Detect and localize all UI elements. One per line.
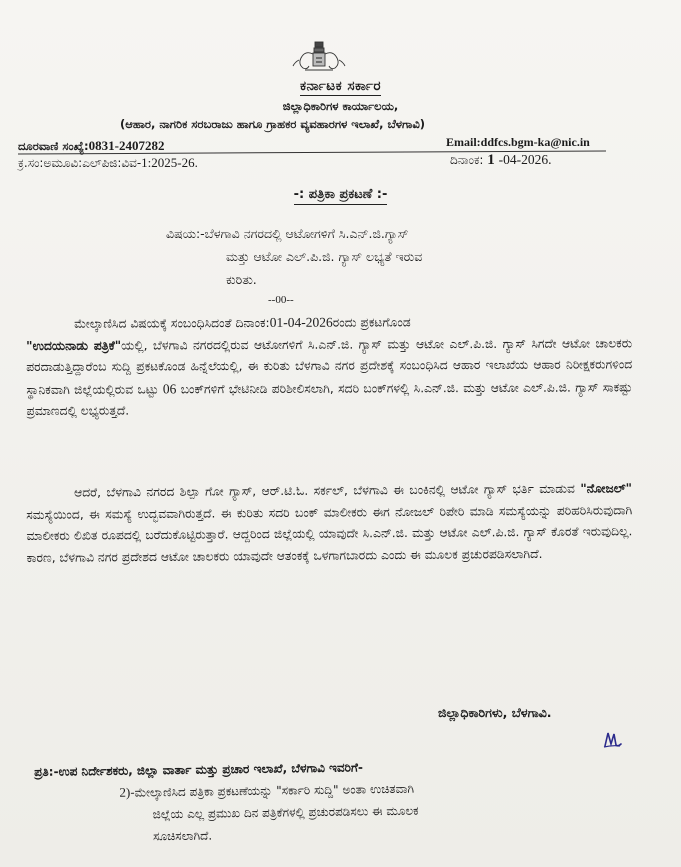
office-name: ಜಿಲ್ಲಾಧಿಕಾರಿಗಳ ಕಾರ್ಯಾಲಯ,	[282, 99, 399, 113]
reference-number: ಕ್ರ.ಸಂ:ಅಮೂವಿ:ಎಲ್‌ಪಿಜಿ:ವಿವ-1:2025-26.	[18, 155, 198, 170]
newspaper-name: "ಉದಯನಾಡು ಪತ್ರಿಕೆ"	[26, 338, 122, 353]
phone-number: 0831-2407282	[88, 138, 165, 153]
handwritten-initials-icon	[601, 730, 623, 750]
government-name: ಕರ್ನಾಟಕ ಸರ್ಕಾರ	[299, 78, 382, 94]
copy-recipient: ಉಪ ನಿರ್ದೇಶಕರು, ಜಿಲ್ಲಾ ವಾರ್ತಾ ಮತ್ತು ಪ್ರಚಾರ ಇಲಾಖೆ, ಬೆಳಗಾವಿ ಇವರಿಗೆ-	[58, 760, 364, 779]
nozzle-term: "ನೋಜಲ್"	[580, 481, 633, 496]
copy-instruction: 2)-ಮೇಲ್ಕಾಣಿಸಿದ ಪತ್ರಿಕಾ ಪ್ರಕಟಣೆಯನ್ನು "ಸರ್ಕಾರಿ ಸುದ್ದಿ" ಅಂತಾ ಉಚಿತವಾಗಿ	[119, 781, 415, 800]
email-address: Email:ddfcs.bgm-ka@nic.in	[446, 135, 590, 149]
body-paragraph-2: ಆದರೆ, ಬೆಳಗಾವಿ ನಗರದ ಶಿಲ್ಪಾ ಗೋ ಗ್ಯಾಸ್, ಆರ್.ಟಿ.ಓ. ಸರ್ಕಲ್, ಬೆಳಗಾವಿ ಈ ಬಂಕಿನಲ್ಲಿ ಆಟೋ ಗ್ಯಾಸ್ ಭರ್ತಿ ಮಾಡುವ "ನೋಜಲ್" ಸಮಸ್ಯೆಯಿಂದ, ಈ ಸಮಸ್ಯೆ ಉದ್ಭವವಾಗಿರುತ್ತದೆ. ಈ ಕುರಿತು ಸದರಿ ಬಂಕ್ ಮಾಲೀಕರು ಈಗ ನೋಜಲ್ ರಿಪೇರಿ ಮಾಡಿ ಸಮಸ್ಯೆಯನ್ನು ಪರಿಹರಿಸಿರುವುದಾಗಿ ಮಾಲೀಕರು ಲಿಖಿತ ರೂಪದಲ್ಲಿ ಬರೆದುಕೊಟ್ಟಿರುತ್ತಾರೆ. ಆದ್ದರಿಂದ ಜಿಲ್ಲೆಯಲ್ಲಿ ಯಾವುದೇ ಸಿ.ಎನ್.ಜಿ. ಮತ್ತು ಆಟೋ ಎಲ್.ಪಿ.ಜಿ. ಗ್ಯಾಸ್ ಕೊರತೆ ಇರುವುದಿಲ್ಲ. ಕಾರಣ, ಬೆಳಗಾವಿ ನಗರ ಪ್ರದೇಶದ ಆಟೋ ಚಾಲಕರು ಯಾವುದೇ ಆತಂಕಕ್ಕೆ ಒಳಗಾಗಬಾರದು ಎಂದು ಈ ಮೂಲಕ ಪ್ರಚುರಪಡಿಸಲಾಗಿದೆ.	[26, 481, 633, 565]
press-release-title: -: ಪತ್ರಿಕಾ ಪ್ರಕಟಣೆ :-	[0, 187, 681, 202]
phone-label: ದೂರವಾಣಿ ಸಂಖ್ಯೆ:	[18, 139, 89, 153]
body-paragraph-1: ಮೇಲ್ಕಾಣಿಸಿದ ವಿಷಯಕ್ಕೆ ಸಂಬಂಧಿಸಿದಂತೆ ದಿನಾಂಕ:01-04-2026ರಂದು ಪ್ರಕಟಗೊಂಡ "ಉದಯನಾಡು ಪತ್ರಿಕೆ"ಯಲ್ಲಿ, ಬೆಳಗಾವಿ ನಗರದಲ್ಲಿರುವ ಆಟೋಗಳಿಗೆ ಸಿ.ಎನ್.ಜಿ. ಗ್ಯಾಸ್ ಮತ್ತು ಆಟೋ ಎಲ್.ಪಿ.ಜಿ. ಗ್ಯಾಸ್ ಸಿಗದೇ ಆಟೋ ಚಾಲಕರು ಪರದಾಡುತ್ತಿದ್ದಾರೆಂಬ ಸುದ್ದಿ ಪ್ರಕಟಕೊಂಡ ಹಿನ್ನೆಲೆಯಲ್ಲಿ, ಈ ಕುರಿತು ಬೆಳಗಾವಿ ನಗರ ಪ್ರದೇಶಕ್ಕೆ ಸಂಬಂಧಿಸಿದ ಆಹಾರ ಇಲಾಖೆಯ ಆಹಾರ ನಿರೀಕ್ಷಕರುಗಳಿಂದ ಸ್ಥಾನಿಕವಾಗಿ ಜಿಲ್ಲೆಯಲ್ಲಿರುವ ಒಟ್ಟು 06 ಬಂಕ್‌ಗಳಿಗೆ ಭೇಟಿನೀಡಿ ಪರಿಶೀಲಿಸಲಾಗಿ, ಸದರಿ ಬಂಕ್‌ಗಳಲ್ಲಿ ಸಿ.ಎನ್.ಜಿ. ಮತ್ತು ಆಟೋ ಎಲ್.ಪಿ.ಜಿ. ಗ್ಯಾಸ್ ಸಾಕಷ್ಟು ಪ್ರಮಾಣದಲ್ಲಿ ಲಭ್ಯರುತ್ತದೆ.	[26, 314, 633, 418]
karnataka-emblem-icon	[291, 40, 347, 76]
copy-to-section: ಪ್ರತಿ:-ಉಪ ನಿರ್ದೇಶಕರು, ಜಿಲ್ಲಾ ವಾರ್ತಾ ಮತ್ತು ಪ್ರಚಾರ ಇಲಾಖೆ, ಬೆಳಗಾವಿ ಇವರಿಗೆ- 2)-ಮೇಲ್ಕಾಣಿಸಿದ ಪತ್ರಿಕಾ ಪ್ರಕಟಣೆಯನ್ನು "ಸರ್ಕಾರಿ ಸುದ್ದಿ" ಅಂತಾ ಉಚಿತವಾಗಿ ಜಿಲ್ಲೆಯ ಎಲ್ಲ ಪ್ರಮುಖ ದಿನ ಪತ್ರಿಕೆಗಳಲ್ಲಿ ಪ್ರಚುರಪಡಿಸಲು ಈ ಮೂಲಕ ಸೂಚಿಸಲಾಗಿದೆ.	[34, 760, 419, 844]
separator: --00--	[268, 294, 294, 306]
phone-line	[18, 138, 165, 154]
department-name: (ಆಹಾರ, ನಾಗರಿಕ ಸರಬರಾಜು ಹಾಗೂ ಗ್ರಾಹಕರ ವ್ಯವಹಾರಗಳ ಇಲಾಖೆ, ಬೆಳಗಾವಿ)	[120, 117, 426, 131]
subject: ವಿಷಯ:-ಬೆಳಗಾವಿ ನಗರದಲ್ಲಿ ಆಟೋಗಳಿಗೆ ಸಿ.ಎನ್.ಜಿ.ಗ್ಯಾಸ್ ಮತ್ತು ಆಟೋ ಎಲ್.ಪಿ.ಜಿ. ಗ್ಯಾಸ್ ಲಭ್ಯತೆ ಇರುವ ಕುರಿತು.	[166, 226, 423, 287]
signatory-designation: ಜಿಲ್ಲಾಧಿಕಾರಿಗಳು, ಬೆಳಗಾವಿ.	[438, 705, 552, 720]
document-date: ದಿನಾಂಕ: 1 -04-2026.	[450, 152, 552, 168]
copy-to-label: ಪ್ರತಿ:-	[34, 764, 59, 779]
